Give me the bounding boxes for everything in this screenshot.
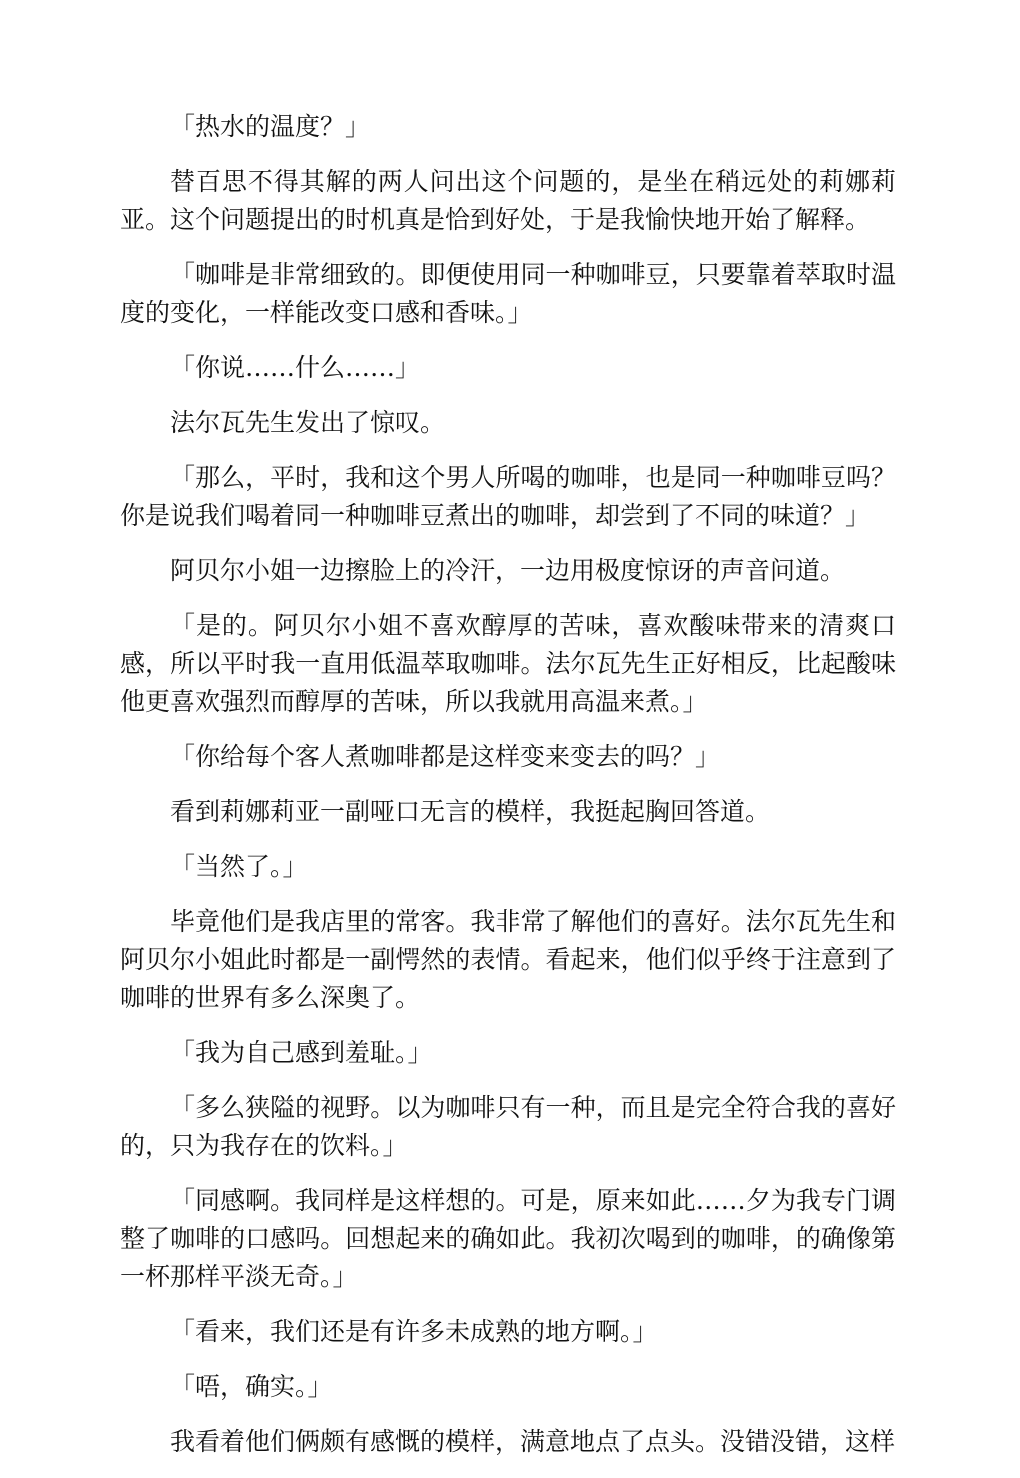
paragraph-12: 毕竟他们是我店里的常客。我非常了解他们的喜好。法尔瓦先生和阿贝尔小姐此时都是一副愕然的表情。看起来，他们似乎终于注意到了咖啡的世界有多么深奥了。 (120, 907, 896, 1012)
book-page (120, 108, 896, 1478)
paragraph-15: 「同感啊。我同样是这样想的。可是，原来如此……夕为我专门调整了咖啡的口感吗。回想起来的确如此。我初次喝到的咖啡，的确像第一杯那样平淡无奇。」 (120, 1186, 896, 1291)
paragraph-13: 「我为自己感到羞耻。」 (170, 1038, 433, 1067)
paragraph-16: 「看来，我们还是有许多未成熟的地方啊。」 (170, 1317, 658, 1346)
paragraph-4: 「你说……什么……」 (170, 353, 421, 382)
paragraph-18: 我看着他们俩颇有感慨的模样，满意地点了点头。没错没错，这样 (170, 1427, 896, 1456)
paragraph-11: 「当然了。」 (170, 852, 308, 881)
paragraph-3: 「咖啡是非常细致的。即便使用同一种咖啡豆，只要靠着萃取时温度的变化，一样能改变口感和香味。」 (120, 260, 896, 327)
paragraph-7: 阿贝尔小姐一边擦脸上的冷汗，一边用极度惊讶的声音问道。 (170, 556, 846, 585)
paragraph-8: 「是的。阿贝尔小姐不喜欢醇厚的苦味，喜欢酸味带来的清爽口感，所以平时我一直用低温萃取咖啡。法尔瓦先生正好相反，比起酸味他更喜欢强烈而醇厚的苦味，所以我就用高温来煮。」 (120, 611, 896, 716)
paragraph-1: 「热水的温度？」 (170, 112, 371, 141)
paragraph-5: 法尔瓦先生发出了惊叹。 (170, 408, 446, 437)
paragraph-10: 看到莉娜莉亚一副哑口无言的模样，我挺起胸回答道。 (170, 797, 771, 826)
paragraph-9: 「你给每个客人煮咖啡都是这样变来变去的吗？」 (170, 742, 721, 771)
paragraph-2: 替百思不得其解的两人问出这个问题的，是坐在稍远处的莉娜莉亚。这个问题提出的时机真是恰到好处，于是我愉快地开始了解释。 (120, 167, 896, 234)
paragraph-17: 「唔，确实。」 (170, 1372, 333, 1401)
paragraph-6: 「那么，平时，我和这个男人所喝的咖啡，也是同一种咖啡豆吗？你是说我们喝着同一种咖啡豆煮出的咖啡，却尝到了不同的味道？」 (120, 463, 896, 530)
paragraph-14: 「多么狭隘的视野。以为咖啡只有一种，而且是完全符合我的喜好的，只为我存在的饮料。」 (120, 1093, 896, 1160)
